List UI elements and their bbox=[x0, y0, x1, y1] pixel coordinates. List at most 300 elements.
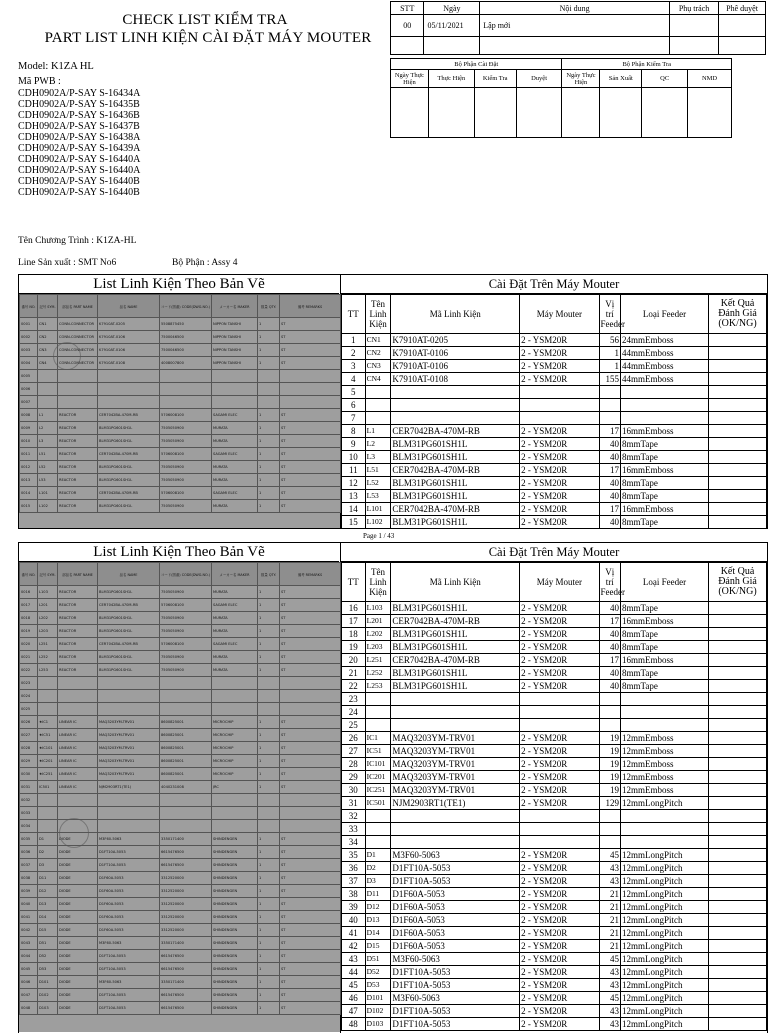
left-cell: 1 bbox=[258, 859, 280, 872]
left-cell: 5508875450 bbox=[160, 318, 212, 331]
right-table-row bbox=[342, 334, 767, 347]
right-cell: 8mmTape bbox=[621, 628, 709, 641]
right-cell: 2 - YSM20R bbox=[520, 966, 599, 979]
left-cell: MAQ3203YM-TRV01 bbox=[98, 729, 160, 742]
left-cell bbox=[58, 703, 98, 716]
right-cell: L101 bbox=[365, 503, 391, 516]
left-table-row bbox=[20, 461, 341, 474]
result-input-cell[interactable] bbox=[709, 745, 767, 758]
result-input-cell[interactable] bbox=[709, 875, 767, 888]
right-cell: 2 - YSM20R bbox=[520, 862, 599, 875]
left-cell bbox=[38, 677, 58, 690]
left-cell: 1 bbox=[258, 846, 280, 859]
result-input-cell[interactable] bbox=[709, 334, 767, 347]
right-cell: 2 - YSM20R bbox=[520, 360, 599, 373]
right-cell bbox=[621, 719, 709, 732]
right-cell: 38 bbox=[342, 888, 366, 901]
right-table-row bbox=[342, 732, 767, 745]
right-cell: 16mmEmboss bbox=[621, 425, 709, 438]
left-cell: 7505050900 bbox=[160, 435, 212, 448]
left-header-cell: 記号 SYM. bbox=[38, 563, 58, 586]
left-cell: CN4 bbox=[38, 357, 58, 370]
left-cell: MURATA bbox=[212, 474, 258, 487]
result-input-cell[interactable] bbox=[709, 927, 767, 940]
result-input-cell[interactable] bbox=[709, 953, 767, 966]
right-cell bbox=[520, 693, 599, 706]
right-cell: 7 bbox=[342, 412, 366, 425]
right-cell: 12mmLongPitch bbox=[621, 888, 709, 901]
left-cell: ST bbox=[280, 422, 341, 435]
left-table-row bbox=[20, 729, 341, 742]
right-cell: 42 bbox=[342, 940, 366, 953]
right-cell: 12mmLongPitch bbox=[621, 940, 709, 953]
result-input-cell[interactable] bbox=[709, 628, 767, 641]
left-cell: D101 bbox=[38, 976, 58, 989]
result-input-cell[interactable] bbox=[709, 901, 767, 914]
left-cell: SHINDENGEN bbox=[212, 898, 258, 911]
left-cell: D2 bbox=[38, 846, 58, 859]
left-cell: 0004 bbox=[20, 357, 38, 370]
right-cell: CN2 bbox=[365, 347, 391, 360]
left-cell: ST bbox=[280, 755, 341, 768]
right-cell: 2 - YSM20R bbox=[520, 516, 599, 529]
left-cell: ST bbox=[280, 331, 341, 344]
left-table-row bbox=[20, 703, 341, 716]
right-cell: D101 bbox=[365, 992, 391, 1005]
left-cell: ST bbox=[280, 651, 341, 664]
left-cell: 1 bbox=[258, 898, 280, 911]
left-cell: LINEAR IC bbox=[58, 742, 98, 755]
left-cell: 0026 bbox=[20, 716, 38, 729]
right-cell: 40 bbox=[599, 516, 620, 529]
right-cell: 36 bbox=[342, 862, 366, 875]
left-cell bbox=[212, 370, 258, 383]
left-cell: MURATA bbox=[212, 651, 258, 664]
right-cell: 2 bbox=[342, 347, 366, 360]
left-cell: DIODE bbox=[58, 911, 98, 924]
left-cell: SHINDENGEN bbox=[212, 846, 258, 859]
left-cell: ST bbox=[280, 487, 341, 500]
left-cell: ST bbox=[280, 318, 341, 331]
left-cell: D1FT10A-5053 bbox=[98, 989, 160, 1002]
pwb-item: CDH0902A/P-SAY S-16440B bbox=[18, 187, 140, 198]
left-cell: ST bbox=[280, 716, 341, 729]
left-cell: D1FT10A-5053 bbox=[98, 846, 160, 859]
left-cell: 3312520000 bbox=[160, 872, 212, 885]
right-cell: 40 bbox=[599, 628, 620, 641]
right-cell: 2 - YSM20R bbox=[520, 732, 599, 745]
right-cell bbox=[621, 399, 709, 412]
left-cell: D1F60A-5053 bbox=[98, 911, 160, 924]
left-cell: 1 bbox=[258, 599, 280, 612]
right-cell: L201 bbox=[365, 615, 391, 628]
right-table-row bbox=[342, 615, 767, 628]
left-cell: 7505050900 bbox=[160, 625, 212, 638]
left-cell: ★IC1 bbox=[38, 716, 58, 729]
left-cell: ST bbox=[280, 924, 341, 937]
right-cell: 12mmLongPitch bbox=[621, 966, 709, 979]
result-input-cell[interactable] bbox=[709, 425, 767, 438]
result-input-cell[interactable] bbox=[709, 412, 767, 425]
pwb-item: CDH0902A/P-SAY S-16437B bbox=[18, 121, 140, 132]
right-table-row bbox=[342, 425, 767, 438]
result-input-cell[interactable] bbox=[709, 602, 767, 615]
right-cell bbox=[599, 836, 620, 849]
left-cell bbox=[258, 794, 280, 807]
right-header-row bbox=[342, 295, 767, 334]
left-cell: K7910AT-0106 bbox=[98, 331, 160, 344]
right-cell: 28 bbox=[342, 758, 366, 771]
result-input-cell[interactable] bbox=[709, 797, 767, 810]
left-cell: ★IC251 bbox=[38, 768, 58, 781]
right-cell: 25 bbox=[342, 719, 366, 732]
right-cell: MAQ3203YM-TRV01 bbox=[391, 784, 520, 797]
left-cell: 1 bbox=[258, 989, 280, 1002]
right-table-row bbox=[342, 953, 767, 966]
left-cell bbox=[212, 794, 258, 807]
right-cell: 21 bbox=[599, 940, 620, 953]
right-cell: 2 - YSM20R bbox=[520, 438, 599, 451]
left-cell: REACTOR bbox=[58, 586, 98, 599]
left-cell bbox=[280, 383, 341, 396]
right-cell: 40 bbox=[599, 602, 620, 615]
left-cell: ST bbox=[280, 989, 341, 1002]
left-cell: 8600825001 bbox=[160, 742, 212, 755]
left-table-row bbox=[20, 781, 341, 794]
right-cell: 12mmLongPitch bbox=[621, 979, 709, 992]
result-input-cell[interactable] bbox=[709, 732, 767, 745]
left-header-row bbox=[20, 295, 341, 318]
left-cell: 7505050900 bbox=[160, 474, 212, 487]
left-cell: BLM31PG601SH1L bbox=[98, 664, 160, 677]
left-cell: LINEAR IC bbox=[58, 716, 98, 729]
left-cell: 7505050900 bbox=[160, 586, 212, 599]
left-cell: D15 bbox=[38, 924, 58, 937]
left-cell: SHINDENGEN bbox=[212, 911, 258, 924]
result-input-cell[interactable] bbox=[709, 992, 767, 1005]
revision-row bbox=[391, 15, 766, 37]
pwb-item: CDH0902A/P-SAY S-16440A bbox=[18, 154, 141, 165]
right-cell: 21 bbox=[342, 667, 366, 680]
left-cell: SHINDENGEN bbox=[212, 924, 258, 937]
result-input-cell[interactable] bbox=[709, 667, 767, 680]
left-cell: 1 bbox=[258, 461, 280, 474]
result-input-cell[interactable] bbox=[709, 693, 767, 706]
left-cell: ST bbox=[280, 344, 341, 357]
left-cell: 0040 bbox=[20, 898, 38, 911]
right-cell: 43 bbox=[599, 875, 620, 888]
mounter-setup-table bbox=[341, 562, 767, 1031]
left-table-row bbox=[20, 716, 341, 729]
left-header-row bbox=[20, 563, 341, 586]
left-cell: SAGAMI ELEC bbox=[212, 409, 258, 422]
result-input-cell[interactable] bbox=[709, 490, 767, 503]
left-cell: D12 bbox=[38, 885, 58, 898]
right-cell: D53 bbox=[365, 979, 391, 992]
right-cell: 16mmEmboss bbox=[621, 654, 709, 667]
revision-header-content: Nội dung bbox=[480, 2, 670, 15]
left-cell: M3F60-5063 bbox=[98, 976, 160, 989]
result-input-cell[interactable] bbox=[709, 836, 767, 849]
left-cell: CER7042BA-470M-RB bbox=[98, 638, 160, 651]
right-header-cell: Kết Quả Đánh Giá (OK/NG) bbox=[709, 295, 767, 334]
left-cell: 0010 bbox=[20, 435, 38, 448]
right-cell: D3 bbox=[365, 875, 391, 888]
left-cell: 0042 bbox=[20, 924, 38, 937]
left-table-row bbox=[20, 794, 341, 807]
left-cell: ST bbox=[280, 976, 341, 989]
right-cell: 6 bbox=[342, 399, 366, 412]
result-input-cell[interactable] bbox=[709, 706, 767, 719]
result-input-cell[interactable] bbox=[709, 516, 767, 529]
left-cell: 3312520000 bbox=[160, 924, 212, 937]
left-cell bbox=[160, 820, 212, 833]
left-cell: REACTOR bbox=[58, 664, 98, 677]
left-cell: ST bbox=[280, 357, 341, 370]
left-cell: 3350171400 bbox=[160, 833, 212, 846]
right-cell: 2 - YSM20R bbox=[520, 628, 599, 641]
dept-col: QC bbox=[642, 70, 688, 88]
result-input-cell[interactable] bbox=[709, 966, 767, 979]
left-cell: MURATA bbox=[212, 422, 258, 435]
left-cell: 6615476500 bbox=[160, 989, 212, 1002]
left-cell: MICROCHIP bbox=[212, 716, 258, 729]
right-cell: 21 bbox=[599, 914, 620, 927]
right-cell: 2 - YSM20R bbox=[520, 602, 599, 615]
right-cell: 2 - YSM20R bbox=[520, 490, 599, 503]
left-cell: 0014 bbox=[20, 487, 38, 500]
left-table-row bbox=[20, 651, 341, 664]
left-cell: REACTOR bbox=[58, 651, 98, 664]
result-input-cell[interactable] bbox=[709, 477, 767, 490]
right-table-row bbox=[342, 875, 767, 888]
left-cell: REACTOR bbox=[58, 487, 98, 500]
result-input-cell[interactable] bbox=[709, 823, 767, 836]
left-cell: MURATA bbox=[212, 461, 258, 474]
right-cell: 17 bbox=[599, 464, 620, 477]
left-cell: 1 bbox=[258, 937, 280, 950]
left-cell: 8600825001 bbox=[160, 729, 212, 742]
result-input-cell[interactable] bbox=[709, 451, 767, 464]
left-cell: 0041 bbox=[20, 911, 38, 924]
left-cell: D14 bbox=[38, 911, 58, 924]
right-cell: 40 bbox=[599, 641, 620, 654]
left-cell: CER7042BA-470M-RB bbox=[98, 448, 160, 461]
left-cell bbox=[258, 370, 280, 383]
left-table-row bbox=[20, 586, 341, 599]
right-cell: 31 bbox=[342, 797, 366, 810]
right-cell bbox=[599, 386, 620, 399]
left-table-row bbox=[20, 872, 341, 885]
right-cell: MAQ3203YM-TRV01 bbox=[391, 771, 520, 784]
result-input-cell[interactable] bbox=[709, 347, 767, 360]
left-cell: SHINDENGEN bbox=[212, 1002, 258, 1015]
right-header-cell: Mã Linh Kiện bbox=[391, 295, 520, 334]
result-input-cell[interactable] bbox=[709, 940, 767, 953]
left-cell: 0002 bbox=[20, 331, 38, 344]
result-input-cell[interactable] bbox=[709, 810, 767, 823]
right-cell: 12mmEmboss bbox=[621, 745, 709, 758]
left-cell bbox=[58, 794, 98, 807]
right-cell: 2 - YSM20R bbox=[520, 1018, 599, 1031]
left-cell: REACTOR bbox=[58, 409, 98, 422]
result-input-cell[interactable] bbox=[709, 386, 767, 399]
right-cell: 16mmEmboss bbox=[621, 615, 709, 628]
result-input-cell[interactable] bbox=[709, 849, 767, 862]
right-table-row bbox=[342, 927, 767, 940]
result-input-cell[interactable] bbox=[709, 758, 767, 771]
right-cell bbox=[599, 810, 620, 823]
left-cell: MICROCHIP bbox=[212, 729, 258, 742]
left-cell: SAGAMI ELEC bbox=[212, 599, 258, 612]
right-cell: 12mmEmboss bbox=[621, 784, 709, 797]
dept-col: Sản Xuất bbox=[600, 70, 642, 88]
left-list-title: List Linh Kiện Theo Bản Vẽ bbox=[19, 543, 339, 562]
pwb-item: CDH0902A/P-SAY S-16440A bbox=[18, 165, 141, 176]
left-cell bbox=[258, 807, 280, 820]
right-cell: BLM31PG601SH1L bbox=[391, 490, 520, 503]
result-input-cell[interactable] bbox=[709, 373, 767, 386]
result-input-cell[interactable] bbox=[709, 641, 767, 654]
right-cell: 2 - YSM20R bbox=[520, 503, 599, 516]
revision-content: Lập mới bbox=[480, 15, 670, 37]
left-cell: L252 bbox=[38, 651, 58, 664]
left-cell: MURATA bbox=[212, 435, 258, 448]
right-header-cell: Vị trí Feeder bbox=[599, 563, 620, 602]
right-cell: 2 - YSM20R bbox=[520, 451, 599, 464]
result-input-cell[interactable] bbox=[709, 1018, 767, 1031]
result-input-cell[interactable] bbox=[709, 862, 767, 875]
left-cell bbox=[38, 794, 58, 807]
result-input-cell[interactable] bbox=[709, 914, 767, 927]
left-cell: 1 bbox=[258, 487, 280, 500]
left-cell: ST bbox=[280, 963, 341, 976]
right-table-row bbox=[342, 490, 767, 503]
left-cell: 1 bbox=[258, 742, 280, 755]
result-input-cell[interactable] bbox=[709, 784, 767, 797]
left-cell: 7505050900 bbox=[160, 664, 212, 677]
right-cell: 8mmTape bbox=[621, 667, 709, 680]
parts-block-2 bbox=[18, 542, 768, 1033]
left-cell: 4008007800 bbox=[160, 357, 212, 370]
left-cell: DIODE bbox=[58, 950, 98, 963]
right-cell: 39 bbox=[342, 901, 366, 914]
left-table-row bbox=[20, 612, 341, 625]
left-cell: 0021 bbox=[20, 651, 38, 664]
left-cell bbox=[160, 677, 212, 690]
left-cell: SAGAMI ELEC bbox=[212, 487, 258, 500]
right-cell bbox=[621, 386, 709, 399]
left-cell: REACTOR bbox=[58, 599, 98, 612]
left-cell bbox=[98, 690, 160, 703]
left-cell: 1 bbox=[258, 911, 280, 924]
dept-col: Duyệt bbox=[516, 70, 562, 88]
left-cell: REACTOR bbox=[58, 448, 98, 461]
right-cell: 17 bbox=[599, 425, 620, 438]
right-cell bbox=[599, 706, 620, 719]
right-table-row bbox=[342, 797, 767, 810]
left-cell: REACTOR bbox=[58, 422, 98, 435]
result-input-cell[interactable] bbox=[709, 888, 767, 901]
result-input-cell[interactable] bbox=[709, 654, 767, 667]
result-input-cell[interactable] bbox=[709, 438, 767, 451]
result-input-cell[interactable] bbox=[709, 360, 767, 373]
right-cell: L202 bbox=[365, 628, 391, 641]
right-header-cell: TT bbox=[342, 563, 366, 602]
right-cell: 44 bbox=[342, 966, 366, 979]
left-cell: LINEAR IC bbox=[58, 729, 98, 742]
result-input-cell[interactable] bbox=[709, 1005, 767, 1018]
left-cell: ST bbox=[280, 461, 341, 474]
right-cell: BLM31PG601SH1L bbox=[391, 477, 520, 490]
revision-header-date: Ngày bbox=[424, 2, 480, 15]
right-table-row bbox=[342, 412, 767, 425]
left-cell: D1FT10A-5053 bbox=[98, 1002, 160, 1015]
right-cell: 12mmLongPitch bbox=[621, 862, 709, 875]
left-cell: 1 bbox=[258, 664, 280, 677]
left-cell: 0007 bbox=[20, 396, 38, 409]
right-cell: L1 bbox=[365, 425, 391, 438]
right-table-row bbox=[342, 516, 767, 529]
left-cell: NIPPON TANSHI bbox=[212, 344, 258, 357]
right-cell bbox=[599, 719, 620, 732]
right-cell: D1 bbox=[365, 849, 391, 862]
left-cell: SAGAMI ELEC bbox=[212, 638, 258, 651]
left-cell bbox=[160, 396, 212, 409]
right-cell: CER7042BA-470M-RB bbox=[391, 615, 520, 628]
result-input-cell[interactable] bbox=[709, 615, 767, 628]
left-cell: ST bbox=[280, 448, 341, 461]
left-cell: 1 bbox=[258, 755, 280, 768]
left-cell: ST bbox=[280, 859, 341, 872]
left-header-cell: 品名 NAME bbox=[98, 563, 160, 586]
left-cell: 1 bbox=[258, 924, 280, 937]
left-header-cell: 記号 SYM. bbox=[38, 295, 58, 318]
left-cell: D52 bbox=[38, 950, 58, 963]
result-input-cell[interactable] bbox=[709, 771, 767, 784]
left-cell: DIODE bbox=[58, 833, 98, 846]
right-cell: 12mmLongPitch bbox=[621, 901, 709, 914]
right-cell: 24 bbox=[342, 706, 366, 719]
right-table-row bbox=[342, 940, 767, 953]
result-input-cell[interactable] bbox=[709, 399, 767, 412]
result-input-cell[interactable] bbox=[709, 979, 767, 992]
left-cell: L1 bbox=[38, 409, 58, 422]
right-cell: L103 bbox=[365, 602, 391, 615]
left-cell: 0028 bbox=[20, 742, 38, 755]
right-cell: D12 bbox=[365, 901, 391, 914]
left-cell: BLM31PG601SH1L bbox=[98, 612, 160, 625]
right-cell: 47 bbox=[342, 1005, 366, 1018]
right-table-row bbox=[342, 914, 767, 927]
left-cell: 0001 bbox=[20, 318, 38, 331]
result-input-cell[interactable] bbox=[709, 680, 767, 693]
left-cell: MAQ3203YM-TRV01 bbox=[98, 755, 160, 768]
left-cell: L51 bbox=[38, 448, 58, 461]
result-input-cell[interactable] bbox=[709, 503, 767, 516]
result-input-cell[interactable] bbox=[709, 719, 767, 732]
result-input-cell[interactable] bbox=[709, 464, 767, 477]
left-table-row bbox=[20, 599, 341, 612]
right-cell: D14 bbox=[365, 927, 391, 940]
left-cell: 7500046500 bbox=[160, 344, 212, 357]
right-cell: MAQ3203YM-TRV01 bbox=[391, 732, 520, 745]
left-table-row bbox=[20, 859, 341, 872]
right-cell: 34 bbox=[342, 836, 366, 849]
right-cell: 40 bbox=[599, 490, 620, 503]
right-cell: L3 bbox=[365, 451, 391, 464]
left-cell: 6615476500 bbox=[160, 859, 212, 872]
